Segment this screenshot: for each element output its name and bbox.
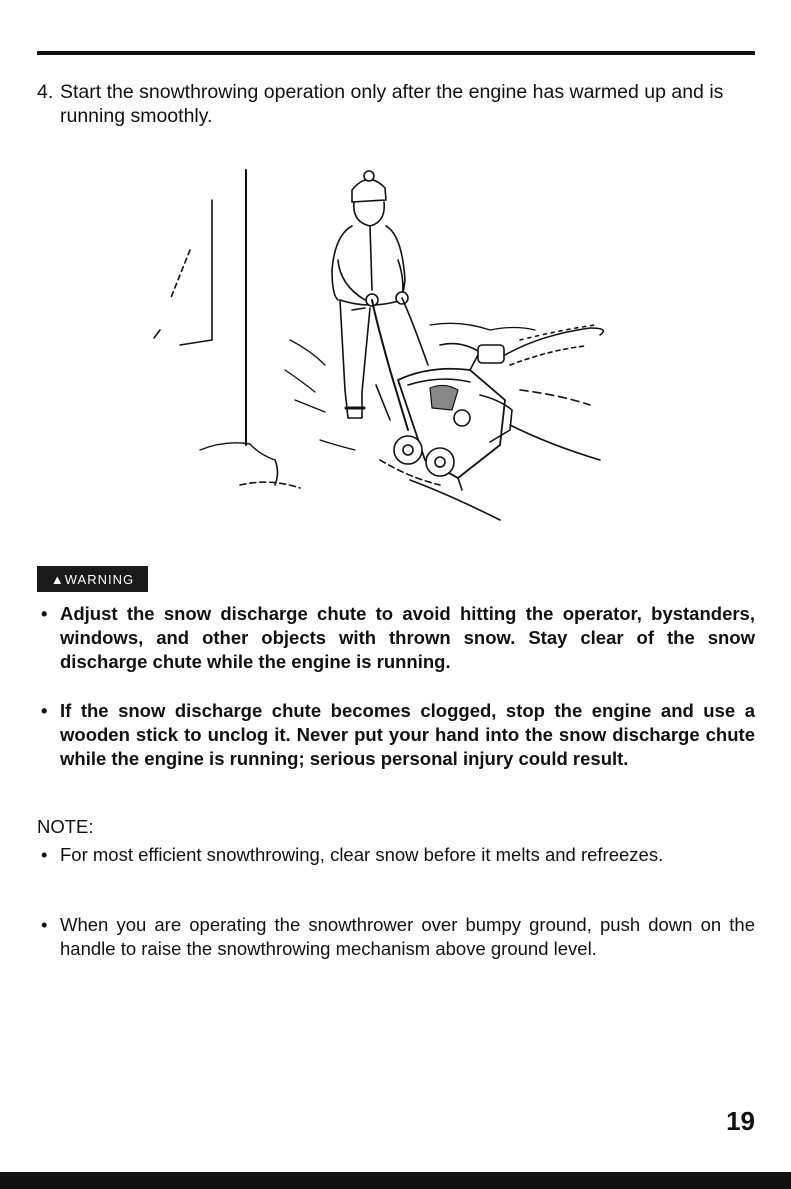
warning-text-1: Adjust the snow discharge chute to avoid hitting the operator, bystanders, windows, and other objects with thrown snow. Stay clear of the snow discharge chute while the engine is running. [60, 603, 755, 672]
note-text-1: For most efficient snowthrowing, clear snow before it melts and refreezes. [60, 844, 664, 865]
page-number: 19 [726, 1106, 755, 1136]
warning-text-2: If the snow discharge chute becomes clogged, stop the engine and use a wooden stick to unclog it. Never put your hand into the snow discharge chute while the engine is running; serious personal injury could result. [60, 700, 755, 769]
note-text-2: When you are operating the snowthrower over bumpy ground, push down on the handle to raise the snowthrowing mechanism above ground level. [60, 914, 755, 959]
top-rule [37, 51, 755, 55]
warning-item-2 [37, 699, 755, 771]
bullet: • [41, 603, 48, 624]
bottom-bar [0, 1172, 791, 1189]
warning-label: ▲WARNING [37, 566, 148, 592]
bullet: • [41, 914, 48, 935]
note-item-1 [37, 843, 755, 867]
snowthrower-operator-illustration [140, 160, 640, 530]
bullet: • [41, 700, 48, 721]
note-item-2 [37, 913, 755, 961]
step-4 [37, 80, 757, 128]
warning-item-1 [37, 602, 755, 674]
step-number: 4. [37, 81, 54, 103]
bullet: • [41, 844, 48, 865]
note-heading: NOTE: [37, 816, 94, 837]
step-text: Start the snowthrowing operation only after the engine has warmed up and is running smoothly. [60, 81, 724, 127]
